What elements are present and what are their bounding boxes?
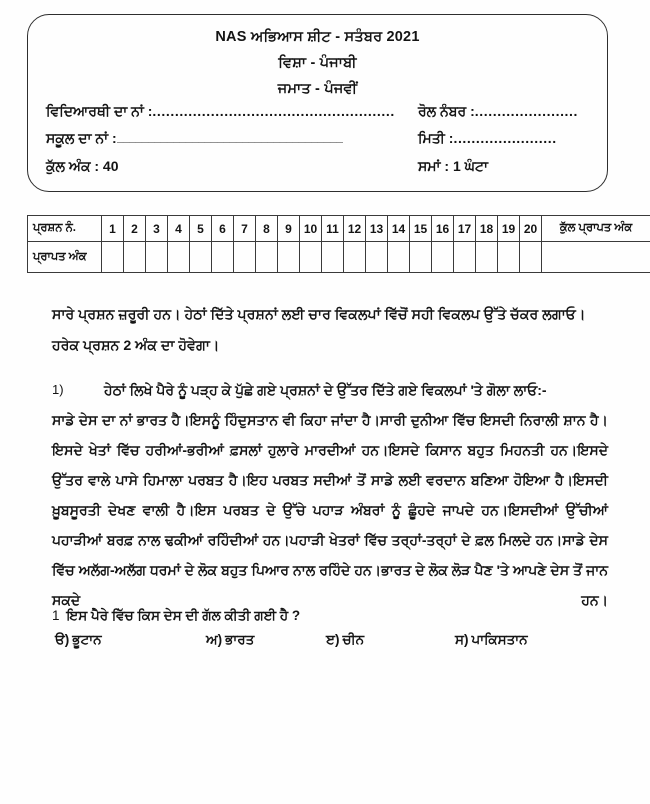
table-row-marks-obtained — [28, 242, 650, 273]
student-name-blank[interactable]: ...................................................... — [152, 103, 395, 119]
marks-cell[interactable] — [102, 242, 124, 273]
question-1-prompt-line — [52, 375, 608, 405]
question-no-row-label: ਪ੍ਰਸ਼ਨ ਨੰ. — [28, 216, 102, 242]
question-no-cell: 5 — [190, 216, 212, 242]
roll-number-blank[interactable]: ....................... — [474, 103, 579, 119]
question-no-cell: 13 — [366, 216, 388, 242]
exam-subject: ਵਿਸ਼ਾ - ਪੰਜਾਬੀ — [278, 55, 357, 71]
question-1-block — [52, 375, 608, 645]
date-blank[interactable]: ....................... — [453, 130, 557, 146]
school-name-blank[interactable]: ____________________________________ — [116, 130, 343, 144]
option-d[interactable] — [455, 632, 528, 648]
student-name-field — [46, 103, 395, 120]
school-name-label: ਸਕੂਲ ਦਾ ਨਾਂ : — [46, 130, 117, 146]
total-marks-field — [46, 158, 119, 175]
roll-number-field — [418, 103, 578, 120]
student-name-label: ਵਿਦਿਆਰਥੀ ਦਾ ਨਾਂ : — [46, 103, 153, 119]
question-no-cell: 10 — [300, 216, 322, 242]
question-no-cell: 4 — [168, 216, 190, 242]
marks-cell[interactable] — [344, 242, 366, 273]
total-marks-label: ਕੁੱਲ ਅੰਕ : 40 — [46, 158, 119, 174]
question-no-cell: 1 — [102, 216, 124, 242]
question-no-cell: 17 — [454, 216, 476, 242]
marks-cell[interactable] — [410, 242, 432, 273]
question-no-cell: 16 — [432, 216, 454, 242]
option-b-label: ਭਾਰਤ — [225, 632, 255, 647]
question-no-cell: 11 — [322, 216, 344, 242]
date-label: ਮਿਤੀ : — [418, 130, 454, 146]
question-no-cell: 3 — [146, 216, 168, 242]
option-c-label: ਚੀਨ — [342, 632, 365, 647]
duration-label: ਸਮਾਂ : 1 ਘੰਟਾ — [418, 158, 489, 174]
roll-number-label: ਰੋਲ ਨੰਬਰ : — [418, 103, 475, 119]
question-no-cell: 14 — [388, 216, 410, 242]
option-c-marker: ੲ) — [326, 632, 340, 647]
marks-cell[interactable] — [212, 242, 234, 273]
question-no-cell: 7 — [234, 216, 256, 242]
marks-cell[interactable] — [520, 242, 542, 273]
question-1-prompt: ਹੇਠਾਂ ਲਿਖੇ ਪੈਰੇ ਨੂੰ ਪੜ੍ਹ ਕੇ ਪੁੱਛੇ ਗਏ ਪ੍ਰਸ਼ਨਾਂ ਦੇ ਉੱਤਰ ਦਿੱਤੇ ਗਏ ਵਿਕਲਪਾਂ 'ਤੇ ਗੋਲਾ ਲਾਓ:- — [104, 382, 547, 398]
instructions-text: ਸਾਰੇ ਪ੍ਰਸ਼ਨ ਜ਼ਰੂਰੀ ਹਨ। ਹੇਠਾਂ ਦਿੱਤੇ ਪ੍ਰਸ਼ਨਾਂ ਲਈ ਚਾਰ ਵਿਕਲਪਾਂ ਵਿੱਚੋਂ ਸਹੀ ਵਿਕਲਪ ਉੱਤੇ ਚੱਕਰ ਲਗਾਓ। ਹਰੇਕ ਪ੍ਰਸ਼ਨ 2 ਅੰਕ ਦਾ ਹੋਵੇਗਾ। — [52, 307, 586, 354]
exam-header-box — [27, 14, 608, 192]
marks-cell[interactable] — [432, 242, 454, 273]
sub-question-1-text: ਇਸ ਪੈਰੇ ਵਿੱਚ ਕਿਸ ਦੇਸ ਦੀ ਗੱਲ ਕੀਤੀ ਗਈ ਹੈ ? — [66, 608, 301, 623]
option-d-label: ਪਾਕਿਸਤਾਨ — [471, 632, 528, 647]
table-row-question-numbers — [28, 216, 650, 242]
marks-cell[interactable] — [322, 242, 344, 273]
marks-obtained-row-label: ਪ੍ਰਾਪਤ ਅੰਕ — [28, 242, 102, 273]
option-a-marker: ੳ) — [55, 632, 70, 647]
exam-title: NAS ਅਭਿਆਸ ਸ਼ੀਟ - ਸਤੰਬਰ 2021 — [215, 29, 420, 45]
question-no-cell: 15 — [410, 216, 432, 242]
question-no-cell: 12 — [344, 216, 366, 242]
school-name-field — [46, 130, 343, 147]
total-marks-column-header: ਕੁੱਲ ਪ੍ਰਾਪਤ ਅੰਕ — [542, 216, 650, 242]
question-no-cell: 20 — [520, 216, 542, 242]
option-b[interactable] — [206, 632, 254, 648]
marks-cell[interactable] — [234, 242, 256, 273]
option-a-label: ਭੂਟਾਨ — [72, 632, 102, 647]
reading-passage: ਸਾਡੇ ਦੇਸ ਦਾ ਨਾਂ ਭਾਰਤ ਹੈ।ਇਸਨੂੰ ਹਿੰਦੁਸਤਾਨ ਵੀ ਕਿਹਾ ਜਾਂਦਾ ਹੈ।ਸਾਰੀ ਦੁਨੀਆ ਵਿੱਚ ਇਸਦੀ ਨਿਰਾਲੀ ਸ਼ਾਨ ਹੈ।ਇਸਦੇ ਖੇਤਾਂ ਵਿੱਚ ਹਰੀਆਂ-ਭਰੀਆਂ ਫ਼ਸਲਾਂ ਹੁਲਾਰੇ ਮਾਰਦੀਆਂ ਹਨ।ਇਸਦੇ ਕਿਸਾਨ ਬਹੁਤ ਮਿਹਨਤੀ ਹਨ।ਇਸਦੇ ਉੱਤਰ ਵਾਲੇ ਪਾਸੇ ਹਿਮਾਲਾ ਪਰਬਤ ਹੈ।ਇਹ ਪਰਬਤ ਸਦੀਆਂ ਤੋਂ ਸਾਡੇ ਲਈ ਵਰਦਾਨ ਬਣਿਆ ਹੋਇਆ ਹੈ।ਇਸਦੀ ਖ਼ੂਬਸੂਰਤੀ ਦੇਖਣ ਵਾਲੀ ਹੈ।ਇਸ ਪਰਬਤ ਦੇ ਉੱਚੇ ਪਹਾੜ ਅੰਬਰਾਂ ਨੂੰ ਛੂੰਹਦੇ ਜਾਪਦੇ ਹਨ।ਇਸਦੀਆਂ ਉੱਚੀਆਂ ਪਹਾੜੀਆਂ ਬਰਫ਼ ਨਾਲ ਢਕੀਆਂ ਰਹਿੰਦੀਆਂ ਹਨ।ਪਹਾੜੀ ਖੇਤਰਾਂ ਵਿੱਚ ਤਰ੍ਹਾਂ-ਤਰ੍ਹਾਂ ਦੇ ਫ਼ਲ ਮਿਲਦੇ ਹਨ।ਸਾਡੇ ਦੇਸ ਵਿੱਚ ਅਲੱਗ-ਅਲੱਗ ਧਰਮਾਂ ਦੇ ਲੋਕ ਬਹੁਤ ਪਿਆਰ ਨਾਲ ਰਹਿੰਦੇ ਹਨ।ਭਾਰਤ ਦੇ ਲੋਕ ਲੋੜ ਪੈਣ 'ਤੇ ਆਪਣੇ ਦੇਸ ਤੋਂ ਜਾਨ ਸਕਦੇ ਹਨ। — [52, 412, 608, 608]
sub-question-1 — [52, 608, 300, 624]
marks-cell[interactable] — [278, 242, 300, 273]
marks-cell[interactable] — [366, 242, 388, 273]
marks-table — [27, 215, 650, 273]
question-no-cell: 9 — [278, 216, 300, 242]
marks-cell[interactable] — [388, 242, 410, 273]
question-no-cell: 8 — [256, 216, 278, 242]
option-d-marker: ਸ) — [455, 632, 469, 647]
exam-class: ਜਮਾਤ - ਪੰਜਵੀਂ — [277, 81, 358, 97]
question-no-cell: 18 — [476, 216, 498, 242]
question-no-cell: 6 — [212, 216, 234, 242]
sub-question-1-number: 1 — [52, 608, 60, 623]
marks-cell[interactable] — [168, 242, 190, 273]
marks-cell[interactable] — [476, 242, 498, 273]
option-a[interactable] — [55, 632, 102, 648]
duration-field — [418, 158, 488, 175]
question-1-number: 1) — [52, 382, 64, 397]
total-marks-value-cell[interactable] — [542, 242, 650, 273]
marks-cell[interactable] — [454, 242, 476, 273]
option-b-marker: ਅ) — [206, 632, 223, 647]
option-c[interactable] — [326, 632, 364, 648]
marks-cell[interactable] — [256, 242, 278, 273]
date-field — [418, 130, 557, 147]
question-no-cell: 2 — [124, 216, 146, 242]
marks-cell[interactable] — [498, 242, 520, 273]
marks-cell[interactable] — [300, 242, 322, 273]
marks-cell[interactable] — [190, 242, 212, 273]
question-no-cell: 19 — [498, 216, 520, 242]
marks-cell[interactable] — [124, 242, 146, 273]
marks-cell[interactable] — [146, 242, 168, 273]
